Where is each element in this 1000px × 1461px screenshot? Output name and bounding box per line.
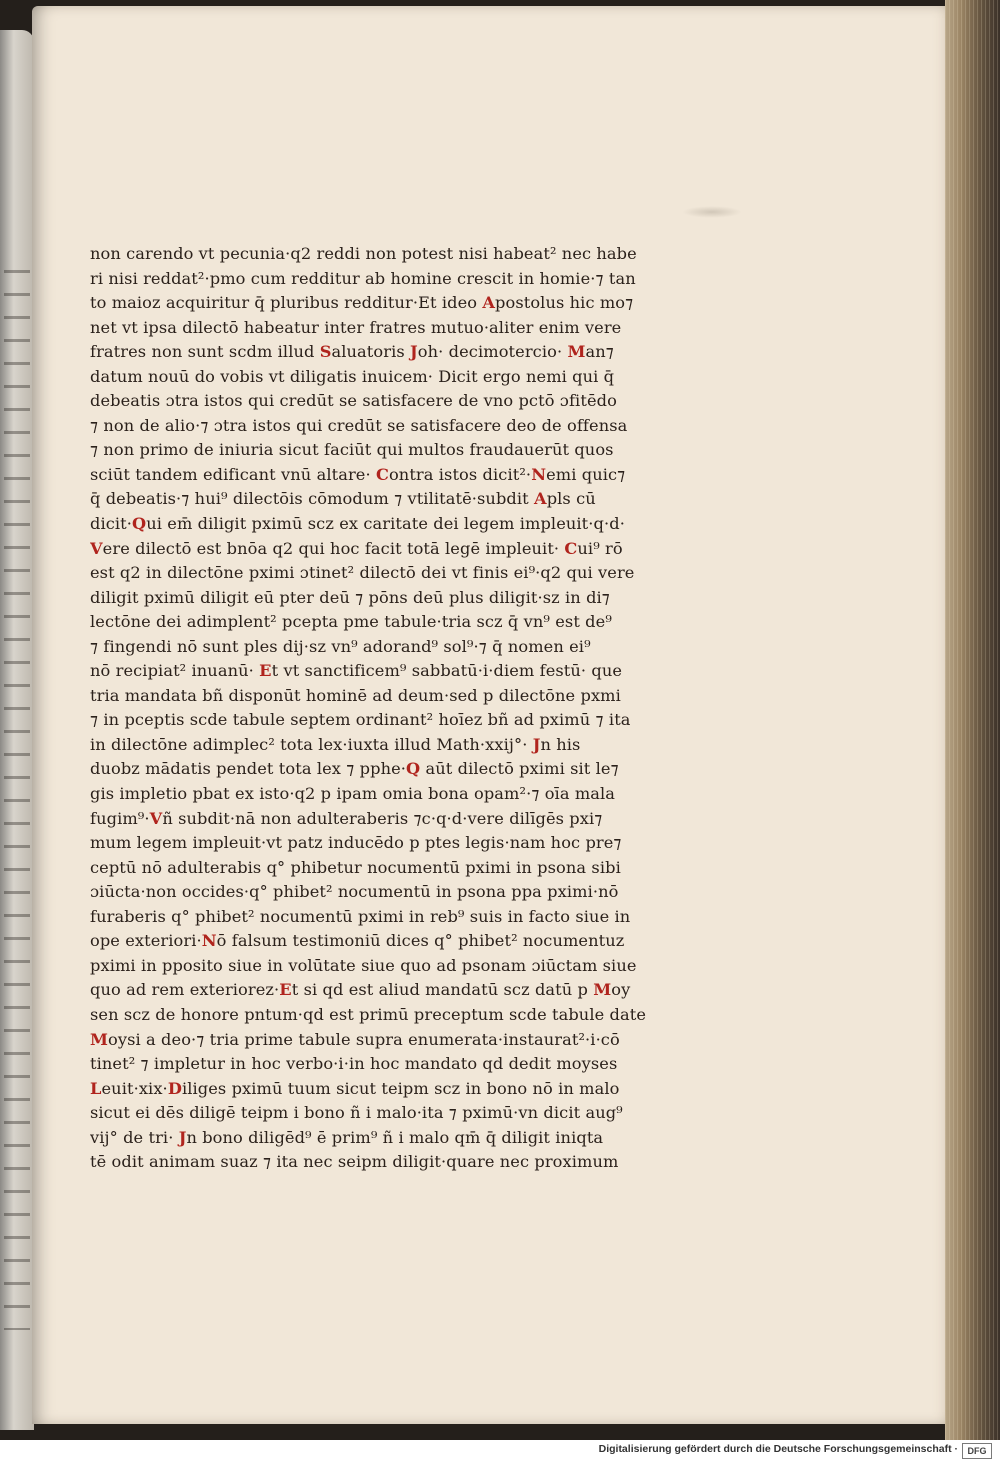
footer-credit: Digitalisierung gefördert durch die Deutsche Forschungsgemeinschaft · (598, 1443, 958, 1455)
digitization-footer (0, 1440, 1000, 1461)
text-segment: ⁊ non de alio·⁊ ɔtra istos qui credūt se satisfacere deo de offensa (90, 415, 628, 435)
text-segment: ⁊ non primo de iniuria sicut faciūt qui multos fraudauerūt quos (90, 440, 614, 460)
text-line (90, 659, 730, 684)
text-line (90, 978, 730, 1003)
text-segment: fratres non sunt scdm illud (90, 342, 320, 362)
text-line (90, 561, 730, 586)
text-line (90, 1052, 730, 1077)
text-segment: net vt ipsa dilectō habeatur inter fratres mutuo·aliter enim vere (90, 317, 622, 337)
text-segment: non carendo vt pecunia·q2 reddi non potest nisi habeat² nec habe (90, 244, 637, 263)
text-segment: aluatoris (331, 342, 411, 362)
text-segment: n his (540, 734, 581, 754)
text-line (90, 610, 730, 635)
rubricated-initial: V (90, 538, 103, 558)
text-line (90, 365, 730, 390)
text-line (90, 438, 730, 463)
text-segment: vij° de tri· (90, 1127, 179, 1147)
text-segment: ui em̄ diligit pximū scz ex caritate dei legem impleuit·q·d· (146, 514, 625, 534)
text-segment: ui⁹ rō (577, 538, 623, 558)
text-segment: pls cū (546, 489, 596, 509)
rubricated-initial: C (564, 538, 578, 558)
text-line (90, 414, 730, 439)
text-segment: quo ad rem exteriorez· (90, 980, 280, 1000)
text-segment: est q2 in dilectōne pximi ɔtinet² dilectō dei vt finis ei⁹·q2 qui vere (90, 563, 635, 583)
text-line (90, 905, 730, 930)
rubricated-initial: J (178, 1127, 187, 1147)
rubricated-initial: Q (132, 514, 147, 534)
text-segment: ceptū nō adulterabis q° phibetur nocumentū pximi in psona sibi (90, 857, 621, 877)
text-segment: oh· decimotercio· (417, 342, 568, 362)
text-segment: gis impletio pbat ex isto·q2 p ipam omia bona opam²·⁊ oīa mala (90, 784, 616, 804)
rubricated-initial: J (410, 342, 418, 362)
left-page-text-bleed (4, 270, 30, 1330)
text-segment: postolus hic mo⁊ (495, 293, 634, 313)
text-segment: ⁊ fingendi nō sunt ples dij·sz vn⁹ adorand⁹ sol⁹·⁊ q̄ nomen ei⁹ (90, 636, 591, 656)
text-line (90, 291, 730, 316)
book-fore-edge (945, 0, 1000, 1440)
text-line (90, 1126, 730, 1151)
rubricated-initial: M (90, 1029, 109, 1049)
text-line (90, 1150, 730, 1175)
text-line (90, 856, 730, 881)
text-segment: an⁊ (585, 342, 614, 362)
text-line (90, 487, 730, 512)
rubricated-initial: J (532, 734, 541, 754)
text-line (90, 242, 730, 267)
text-segment: ɔiūcta·non occides·q° phibet² nocumentū in psona ppa pximi·nō (90, 882, 619, 902)
text-segment: emi quic⁊ (546, 464, 626, 484)
text-segment: in dilectōne adimplec² tota lex·iuxta illud Math·xxij°· (90, 734, 533, 754)
text-segment: iliges pximū tuum sicut teipm scz in bono nō in malo (181, 1078, 620, 1098)
text-line (90, 267, 730, 292)
text-segment: sicut ei dēs diligē teipm i bono ñ i malo·ita ⁊ pximū·vn dicit aug⁹ (90, 1103, 623, 1123)
text-line (90, 389, 730, 414)
rubricated-initial: L (90, 1078, 102, 1098)
text-line (90, 831, 730, 856)
rubricated-initial: E (279, 980, 292, 1000)
text-segment: ñ subdit·nā non adulteraberis ⁊c·q·d·vere dilīgēs pxi⁊ (162, 808, 603, 828)
text-line (90, 537, 730, 562)
text-segment: oysi a deo·⁊ tria prime tabule supra enumerata·instaurat²·i·cō (108, 1029, 620, 1049)
text-line (90, 1101, 730, 1126)
text-line (90, 807, 730, 832)
text-line (90, 1077, 730, 1102)
text-line (90, 316, 730, 341)
text-segment: tē odit animam suaz ⁊ ita nec seipm diligit·quare nec proximum (90, 1152, 619, 1172)
text-segment: ri nisi reddat²·pmo cum redditur ab homine crescit in homie·⁊ tan (90, 268, 636, 288)
text-line (90, 512, 730, 537)
text-segment: oy (611, 980, 631, 1000)
text-segment: dicit· (90, 514, 133, 534)
text-segment: nō recipiat² inuanū· (90, 661, 260, 681)
text-line (90, 1028, 730, 1053)
rubricated-initial: M (567, 342, 586, 362)
text-segment: to maioz acquiritur q̄ pluribus redditur·Et ideo (90, 293, 483, 313)
rubricated-initial: D (167, 1078, 182, 1098)
text-segment: ere dilectō est bnōa q2 qui hoc facit totā legē impleuit· (102, 538, 565, 558)
text-line (90, 880, 730, 905)
text-line (90, 463, 730, 488)
text-segment: furaberis q° phibet² nocumentū pximi in reb⁹ suis in facto siue in (90, 906, 631, 926)
text-segment: duobz mādatis pendet tota lex ⁊ pphe· (90, 759, 407, 779)
rubricated-initial: A (482, 293, 496, 313)
text-segment: pximi in pposito siue in volūtate siue quo ad psonam ɔiūctam siue (90, 955, 637, 975)
text-segment: t si qd est aliud mandatū scz datū p (291, 980, 594, 1000)
text-segment: tinet² ⁊ impletur in hoc verbo·i·in hoc mandato qd dedit moyses (90, 1054, 618, 1074)
text-segment: fugim⁹· (90, 808, 150, 828)
text-line (90, 635, 730, 660)
text-column (90, 242, 730, 1175)
text-line (90, 733, 730, 758)
text-segment: diligit pximū diligit eū pter deū ⁊ pōns deū plus diligit·sz in di⁊ (90, 587, 610, 607)
text-line (90, 684, 730, 709)
text-segment: sen scz de honore pntum·qd est primū preceptum scde tabule date (90, 1004, 647, 1024)
text-segment: ontra istos dicit²· (388, 464, 532, 484)
rubricated-initial: A (534, 489, 547, 509)
text-segment: debeatis ɔtra istos qui credūt se satisfacere de vno pctō ɔfitēdo (90, 391, 617, 411)
rubricated-initial: Q (406, 759, 421, 779)
text-segment: lectōne dei adimplent² pcepta pme tabule·tria scz q̄ vn⁹ est de⁹ (90, 612, 612, 632)
text-line (90, 757, 730, 782)
text-segment: ō falsum testimoniū dices q° phibet² nocumentuz (216, 931, 625, 951)
text-segment: euit·xix· (101, 1078, 168, 1098)
rubricated-initial: M (593, 980, 612, 1000)
rubricated-initial: V (149, 808, 163, 828)
dfg-logo: DFG (962, 1443, 992, 1459)
rubricated-initial: N (201, 931, 217, 951)
rubricated-initial: S (319, 342, 332, 362)
text-line (90, 586, 730, 611)
text-segment: mum legem impleuit·vt patz inducēdo p ptes legis·nam hoc pre⁊ (90, 833, 622, 853)
text-line (90, 708, 730, 733)
text-line (90, 782, 730, 807)
text-segment: ⁊ in pceptis scde tabule septem ordinant² hoīez bñ ad pximū ⁊ ita (90, 710, 631, 730)
rubricated-initial: N (531, 464, 547, 484)
left-facing-page-edge (0, 30, 34, 1430)
rubricated-initial: C (375, 464, 389, 484)
text-segment: n bono diligēd⁹ ē prim⁹ ñ i malo qm̄ q̄ diligit iniqta (186, 1127, 604, 1147)
text-segment: t vt sanctificem⁹ sabbatū·i·diem festū· que (271, 661, 623, 681)
text-line (90, 340, 730, 365)
text-segment: tria mandata bñ disponūt hominē ad deum·sed p dilectōne pxmi (90, 685, 621, 705)
text-segment: aūt dilectō pximi sit le⁊ (420, 759, 619, 779)
text-segment: datum nouū do vobis vt diligatis inuicem· Dicit ergo nemi qui q̄ (90, 366, 615, 386)
text-segment: ope exteriori· (90, 931, 202, 951)
text-segment: q̄ debeatis·⁊ hui⁹ dilectōis cōmodum ⁊ vtilitatē·subdit (90, 489, 535, 509)
text-segment: sciūt tandem edificant vnū altare· (90, 464, 376, 484)
page-smudge (682, 206, 742, 218)
text-line (90, 1003, 730, 1028)
text-line (90, 929, 730, 954)
rubricated-initial: E (259, 661, 272, 681)
text-line (90, 954, 730, 979)
